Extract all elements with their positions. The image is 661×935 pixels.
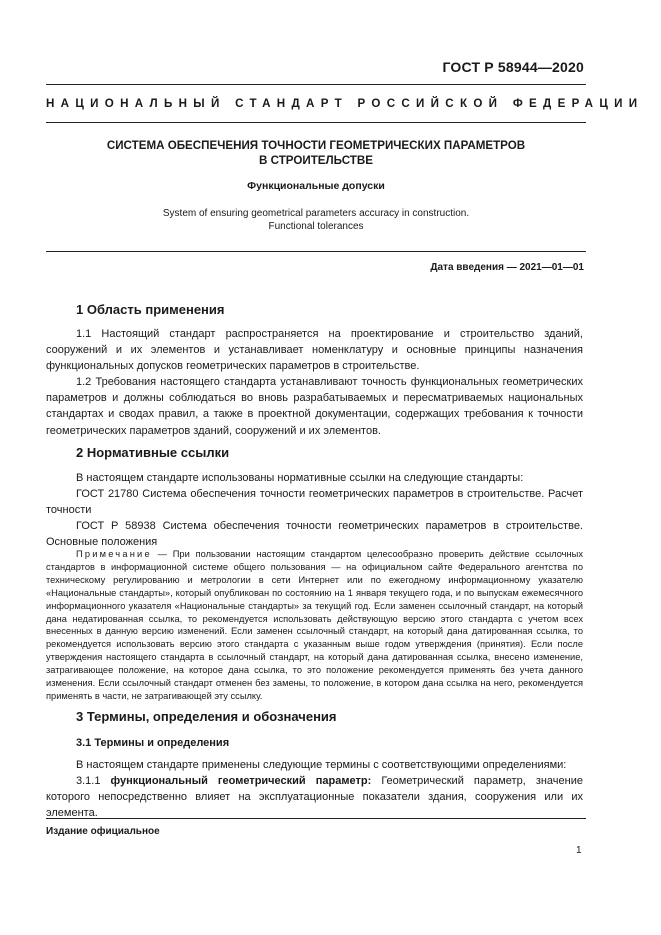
references-note [46, 548, 583, 703]
header-rule-top [46, 84, 586, 85]
english-title-line-2: Functional tolerances [268, 221, 364, 232]
note-label: Примечание [76, 549, 152, 559]
official-edition-label: Издание официальное [46, 826, 160, 837]
paragraph-1-1-text: Настоящий стандарт распространяется на проектирование и строительство зданий, сооружений и их элементов и устанавливает номенклатуру и основные принципы назначения функциональных допусков геометрических параметров в строительстве. [46, 328, 583, 373]
reference-gost-58938 [46, 518, 583, 550]
term-3-1-1 [46, 773, 583, 822]
term-3-1-1-number: 3.1.1 [76, 775, 101, 787]
paragraph-1-2 [46, 374, 583, 439]
date-rule [46, 251, 586, 252]
note-text: — При пользовании настоящим стандартом целесообразно проверить действие ссылочных стандартов в информационной системе общего пользования — на официальном сайте Федерального агентства по техническому регулированию и метрологии в сети Интернет или по ежегодному информационному указателю «Национальные стандарты», который опубликован по состоянию на 1 января текущего года, и по выпускам ежемесячного информационного указателя «Национальные стандарты» за текущий год. Если заменен ссылочный стандарт, на который дана недатированная ссылка, то рекомендуется использовать действующую версию этого стандарта с учетом всех внесенных в данную версию изменений. Если заменен ссылочный стандарт, на который дана датированная ссылка, то рекомендуется использовать версию этого стандарта с указанным выше годом утверждения (принятия). Если после утверждения настоящего стандарта в ссылочный стандарт, на который дана датированная ссылка, внесено изменение, затрагивающее положение, на которое дана ссылка, то это положение рекомендуется применять без учета данного изменения. Если ссылочный стандарт отменен без замены, то положение, в котором дана ссылка на него, рекомендуется применять в части, не затрагивающей эту ссылку. [46, 549, 583, 701]
term-3-1-1-definition: Геометрический параметр, значение которого непосредственно влияет на эксплуатационные показатели здания, сооружения или их элемента. [46, 775, 583, 820]
reference-gost-58938-text: ГОСТ Р 58938 Система обеспечения точности геометрических параметров в строительстве. Основные положения [46, 520, 583, 549]
terms-intro [46, 757, 583, 773]
header-rule-bottom [46, 122, 586, 123]
title-line-2: В СТРОИТЕЛЬСТВЕ [259, 154, 373, 167]
reference-gost-21780 [46, 486, 583, 518]
terms-intro-text: В настоящем стандарте применены следующие термины с соответствующими определениями: [76, 759, 567, 771]
section-2-heading: 2 Нормативные ссылки [76, 445, 230, 460]
introduction-date: Дата введения — 2021—01—01 [430, 262, 584, 273]
section-3-heading: 3 Термины, определения и обозначения [76, 709, 337, 724]
footer-rule [46, 818, 586, 819]
references-intro-text: В настоящем стандарте использованы нормативные ссылки на следующие стандарты: [76, 472, 524, 484]
subsection-3-1-heading: 3.1 Термины и определения [76, 737, 230, 749]
english-title-line-1: System of ensuring geometrical parameters accuracy in construction. [162, 208, 470, 219]
reference-gost-21780-text: ГОСТ 21780 Система обеспечения точности геометрических параметров в строительстве. Расчет точности [46, 488, 583, 517]
standard-number: ГОСТ Р 58944—2020 [442, 59, 584, 75]
english-title [46, 207, 586, 233]
page-number: 1 [576, 845, 582, 856]
paragraph-1-2-number: 1.2 [76, 376, 92, 388]
document-title [46, 138, 586, 168]
paragraph-1-1-number: 1.1 [76, 328, 92, 340]
paragraph-1-2-text: Требования настоящего стандарта устанавливают точность функциональных геометрических параметров и должны соблюдаться во вновь разрабатываемых и пересматриваемых национальных стандартах и сводах правил, а также в проектной документации, содержащих требования к точности геометрических параметров зданий, сооружений и их элементов. [46, 376, 583, 437]
national-standard-banner: НАЦИОНАЛЬНЫЙ СТАНДАРТ РОССИЙСКОЙ ФЕДЕРАЦИИ [46, 97, 644, 110]
references-intro [46, 470, 583, 486]
section-1-heading: 1 Область применения [76, 302, 225, 317]
title-line-1: СИСТЕМА ОБЕСПЕЧЕНИЯ ТОЧНОСТИ ГЕОМЕТРИЧЕСКИХ ПАРАМЕТРОВ [106, 139, 526, 152]
paragraph-1-1 [46, 326, 583, 375]
document-subtitle: Функциональные допуски [247, 180, 385, 192]
term-3-1-1-term: функциональный геометрический параметр: [110, 775, 372, 787]
